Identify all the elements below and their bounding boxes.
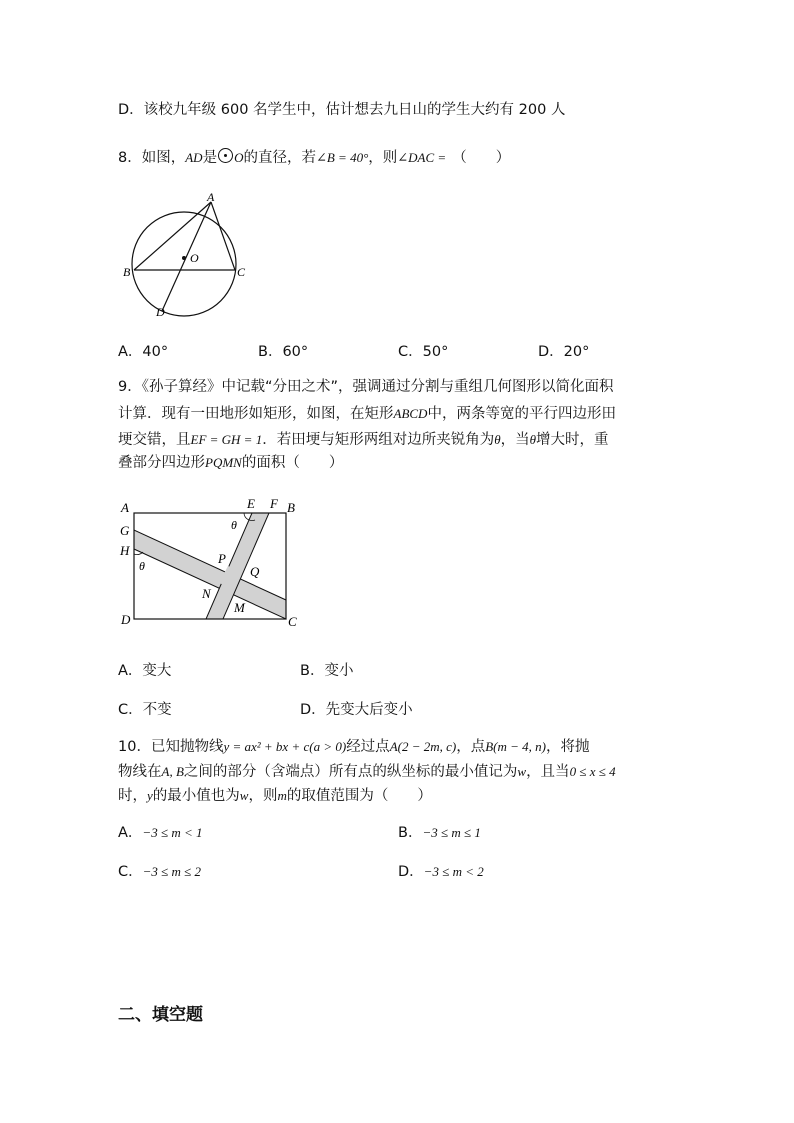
q9-theta-1: θ — [494, 432, 501, 447]
q9-label-c: C — [288, 614, 297, 629]
q10-option-a-expr: −3 ≤ m < 1 — [142, 825, 203, 840]
q9-label-theta-left: θ — [139, 559, 145, 573]
q9-figure — [110, 492, 310, 632]
q8-middle: 的直径，若 — [243, 150, 316, 166]
q8-circle-o: O — [234, 150, 244, 165]
q10-m: m — [277, 788, 287, 803]
q9-label-e: E — [247, 496, 255, 511]
q10-line-1 — [118, 737, 589, 757]
circle-dot-icon — [218, 148, 233, 163]
q8-shi: 是 — [202, 150, 218, 166]
q8-option-d[interactable]: D．20° — [538, 344, 590, 360]
q10-option-d[interactable] — [398, 862, 484, 882]
q9-label-m: M — [234, 600, 245, 615]
q9-line3-c: ，当 — [500, 432, 530, 448]
q10-y: y — [147, 788, 153, 803]
section-heading-fill-in: 二、填空题 — [118, 1005, 203, 1025]
q9-label-b: B — [287, 500, 295, 515]
q9-line3-d: 增大时，重 — [535, 432, 609, 448]
q8-center-dot — [182, 256, 186, 260]
q10-equation: y = ax² + bx + c(a > 0) — [223, 739, 347, 754]
q10-l1-a: 10．已知抛物线 — [118, 739, 224, 755]
q10-l2-a: 物线在 — [118, 764, 162, 780]
q10-option-b-letter: B． — [398, 825, 423, 841]
q9-pqmn: PQMN — [205, 455, 242, 470]
q9-line2-a: 计算．现有一田地形如矩形，如图，在矩形 — [118, 406, 394, 422]
q10-l1-b: 经过点 — [346, 739, 390, 755]
q9-line3-a: 埂交错，且 — [118, 432, 191, 448]
q8-label-b: B — [123, 265, 131, 279]
q9-line4-b: 的面积（ ） — [241, 455, 344, 471]
q8-option-c[interactable]: C．50° — [398, 344, 449, 360]
q9-label-d: D — [121, 612, 131, 627]
q8-prefix: 8．如图， — [118, 150, 186, 166]
q9-label-p: P — [218, 551, 226, 566]
q9-line-3 — [118, 430, 608, 450]
q8-label-o: O — [190, 251, 199, 265]
q10-option-c-letter: C． — [118, 864, 143, 880]
q10-l1-c: ，点 — [456, 739, 486, 755]
q8-diameter-ad — [162, 202, 211, 311]
q10-option-c-expr: −3 ≤ m ≤ 2 — [142, 864, 202, 879]
q9-label-a: A — [121, 500, 129, 515]
q10-l1-d: ，将抛 — [545, 739, 590, 755]
q10-w-1: w — [517, 764, 527, 779]
q8-angle-b: ∠B = 40° — [315, 150, 369, 165]
q9-line4-a: 叠部分四边形 — [118, 455, 205, 471]
q10-l3-a: 时， — [118, 788, 147, 804]
q10-l2-c: ，且当 — [526, 764, 570, 780]
q9-line3-b: ．若田埂与矩形两组对边所夹锐角为 — [262, 432, 495, 448]
q8-stem — [118, 147, 510, 168]
q8-figure — [118, 190, 258, 320]
q7-option-d: D．该校九年级 600 名学生中，估计想去九日山的学生大约有 200 人 — [118, 102, 566, 118]
q9-abcd: ABCD — [393, 406, 428, 421]
q10-w-2: w — [239, 788, 249, 803]
q9-label-h: H — [120, 543, 130, 558]
q9-option-a[interactable]: A．变大 — [118, 663, 172, 679]
q10-point-b: B(m − 4, n) — [485, 739, 546, 754]
q10-line-2 — [118, 762, 616, 782]
q8-angle-dac: ∠DAC = — [397, 150, 447, 165]
q10-point-a: A(2 − 2m, c) — [389, 739, 457, 754]
q10-option-a[interactable] — [118, 823, 203, 843]
q8-chord-ac — [211, 202, 235, 270]
q10-option-b[interactable] — [398, 823, 481, 843]
q9-line-2 — [118, 404, 616, 424]
q8-label-d: D — [156, 305, 165, 319]
q9-option-d[interactable]: D．先变大后变小 — [300, 702, 413, 718]
q8-ad: AD — [185, 150, 203, 165]
q8-label-c: C — [237, 265, 246, 279]
q9-label-f: F — [270, 496, 278, 511]
q9-line2-b: 中，两条等宽的平行四边形田 — [427, 406, 616, 422]
q10-l3-b: 的最小值也为 — [152, 788, 240, 804]
q9-label-n: N — [202, 586, 211, 601]
q8-then: ，则 — [368, 150, 398, 166]
q10-l3-c: ，则 — [248, 788, 278, 804]
q9-label-g: G — [120, 523, 130, 538]
q9-line-4 — [118, 453, 343, 473]
q9-line-1: 9．《孙子算经》中记载“分田之术”，强调通过分割与重组几何图形以简化面积 — [118, 379, 614, 395]
q8-chord-ab — [134, 202, 211, 270]
q9-strip-diagonal — [134, 530, 286, 619]
q10-ab: A, B — [161, 764, 184, 779]
q10-option-b-expr: −3 ≤ m ≤ 1 — [422, 825, 481, 840]
q9-label-q: Q — [250, 564, 260, 579]
q8-paren: （ ） — [452, 150, 511, 166]
q9-option-b[interactable]: B．变小 — [300, 663, 354, 679]
q9-label-theta-top: θ — [231, 518, 237, 532]
q8-option-a[interactable]: A．40° — [118, 344, 169, 360]
q10-range: 0 ≤ x ≤ 4 — [569, 764, 616, 779]
q9-option-c[interactable]: C．不变 — [118, 702, 172, 718]
q8-option-b[interactable]: B．60° — [258, 344, 309, 360]
q10-line-3 — [118, 786, 432, 806]
q10-option-a-letter: A． — [118, 825, 143, 841]
q9-theta-2: θ — [529, 432, 536, 447]
q10-option-c[interactable] — [118, 862, 201, 882]
q10-l3-d: 的取值范围为（ ） — [286, 788, 432, 804]
q9-ef-gh: EF = GH = 1 — [190, 432, 263, 447]
q8-label-a: A — [207, 190, 215, 204]
q10-option-d-letter: D． — [398, 864, 424, 880]
q10-l2-b: 之间的部分（含端点）所有点的纵坐标的最小值记为 — [183, 764, 518, 780]
q10-option-d-expr: −3 ≤ m < 2 — [423, 864, 484, 879]
